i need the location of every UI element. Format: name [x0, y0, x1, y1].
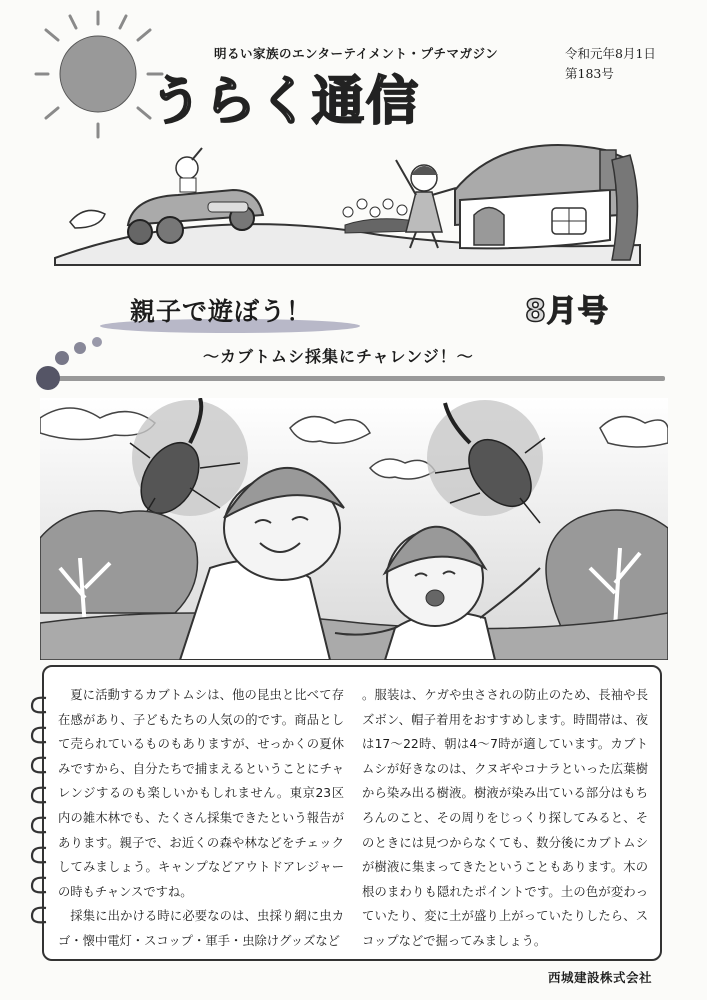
- masthead-title: うらく通信: [150, 72, 421, 132]
- issue-number: 第183号: [565, 66, 614, 81]
- sun-icon: [36, 12, 162, 137]
- girl-illustration: [396, 160, 456, 248]
- article-column-right: [362, 683, 648, 954]
- tree-left: [40, 511, 198, 613]
- article-box: [42, 665, 662, 961]
- article-paragraph-2-start: 採集に出かける時に必要なのは、虫採り網に虫カゴ・懐中電灯・スコップ・軍手・虫除けグッズなど: [58, 909, 344, 948]
- dot-icon: [36, 366, 60, 390]
- binder-rings: [28, 690, 62, 950]
- main-illustration: [40, 398, 668, 660]
- company-name: 西城建設株式会社: [548, 970, 653, 985]
- issue-date: 令和元年8月1日: [565, 46, 656, 61]
- article-column-left: [58, 683, 344, 954]
- article-paragraph-2-cont: 。服装は、ケガや虫さされの防止のため、長袖や長ズボン、帽子着用をおすすめします。時間帯は、夜は17～22時、朝は4～7時が適しています。カブトムシが好きなのは、クヌギやコナラといった広葉樹から染み出る樹液。樹液が染み出ている部分はもちろんのこと、その周りをじっくり探してみると、そのときには見つからなくても、数分後にカブトムシが樹液に集まってきたということもあります。木の根のまわりも隠れたポイントです。土の色が変わっていたり、変に土が盛り上がっていたりしたら、スコップなどで掘ってみましょう。: [362, 688, 648, 948]
- article-paragraph-1: 夏に活動するカブトムシは、他の昆虫と比べて存在感があり、子どもたちの人気の的です。商品として売られているものもありますが、せっかくの夏休みですから、自分たちで捕まえるということにチャレンジするのも楽しいかもしれません。東京23区内の雑木林でも、たくさん採集できたという報告があります。親子で、お近くの森や林などをチェックしてみましょう。キャンプなどアウトドアレジャーの時もチャンスですね。: [58, 688, 344, 899]
- month-issue-badge: 8月号: [525, 294, 609, 329]
- flowers: [343, 199, 415, 233]
- house-illustration: [455, 145, 638, 260]
- feature-headline: 親子で遊ぼう！: [130, 297, 313, 326]
- tagline: 明るい家族のエンターテイメント・プチマガジン: [214, 46, 499, 61]
- feature-subheadline: ～カブトムシ採集にチャレンジ！～: [203, 347, 474, 366]
